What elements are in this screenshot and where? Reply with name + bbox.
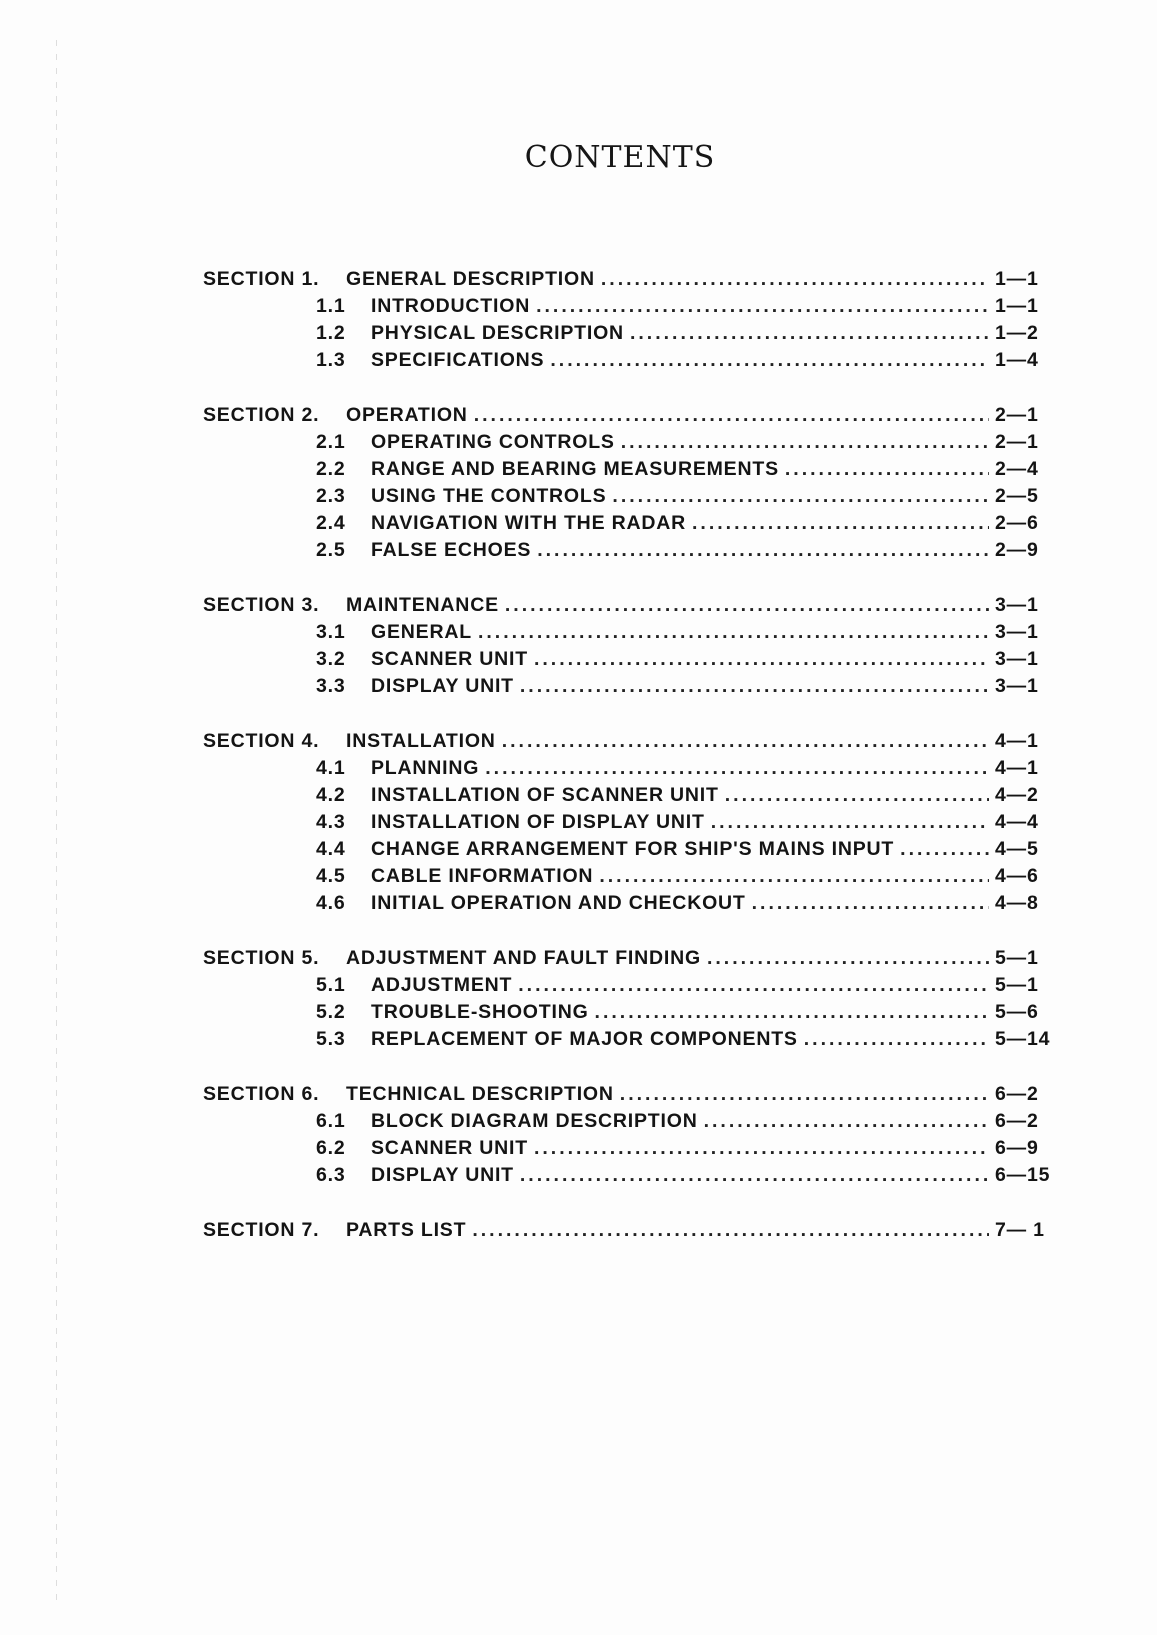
toc-section-entry xyxy=(203,1217,1053,1244)
dot-leader xyxy=(620,1081,989,1108)
toc-subsection-entry xyxy=(203,1026,1053,1053)
toc-subsection-entry xyxy=(203,537,1053,564)
dot-leader xyxy=(711,809,989,836)
dot-leader xyxy=(472,1217,989,1244)
subsection-number: 4.3 xyxy=(316,811,346,833)
dot-leader xyxy=(704,1108,989,1135)
dot-leader xyxy=(537,537,989,564)
subsection-title: TROUBLE-SHOOTING xyxy=(371,1001,589,1023)
section-title: INSTALLATION xyxy=(346,730,496,752)
toc-subsection-entry xyxy=(203,646,1053,673)
toc-section-group xyxy=(203,402,1053,564)
subsection-title: CABLE INFORMATION xyxy=(371,865,594,887)
toc-section-entry xyxy=(203,592,1053,619)
dot-leader xyxy=(707,945,989,972)
subsection-number: 2.3 xyxy=(316,485,346,507)
subsection-number: 6.2 xyxy=(316,1137,346,1159)
toc-subsection-entry xyxy=(203,972,1053,999)
section-title: PARTS LIST xyxy=(346,1219,467,1241)
subsection-title: ADJUSTMENT xyxy=(371,974,513,996)
section-title: OPERATION xyxy=(346,404,468,426)
subsection-title: OPERATING CONTROLS xyxy=(371,431,615,453)
dot-leader xyxy=(725,782,989,809)
section-label: SECTION 3. xyxy=(203,594,320,616)
page-number: 3—1 xyxy=(995,648,1039,670)
page-title: CONTENTS xyxy=(524,140,716,175)
dot-leader xyxy=(550,347,989,374)
dot-leader xyxy=(630,320,989,347)
toc-subsection-entry xyxy=(203,320,1053,347)
page-number: 4—5 xyxy=(995,838,1039,860)
toc-section-group xyxy=(203,728,1053,917)
toc-section-entry xyxy=(203,728,1053,755)
page-number: 3—1 xyxy=(995,594,1039,616)
page-number: 4—8 xyxy=(995,892,1039,914)
dot-leader xyxy=(534,1135,989,1162)
dot-leader xyxy=(534,646,989,673)
subsection-number: 5.2 xyxy=(316,1001,346,1023)
dot-leader xyxy=(502,728,989,755)
toc-subsection-entry xyxy=(203,456,1053,483)
toc-subsection-entry xyxy=(203,510,1053,537)
toc-section-group xyxy=(203,1217,1053,1244)
binding-edge-mark xyxy=(56,40,57,1600)
toc-subsection-entry xyxy=(203,809,1053,836)
subsection-title: USING THE CONTROLS xyxy=(371,485,607,507)
subsection-number: 5.1 xyxy=(316,974,346,996)
toc-section-entry xyxy=(203,1081,1053,1108)
page-number: 4—1 xyxy=(995,730,1039,752)
subsection-title: CHANGE ARRANGEMENT FOR SHIP'S MAINS INPUT xyxy=(371,838,895,860)
page-number: 7— 1 xyxy=(995,1219,1045,1241)
subsection-number: 1.3 xyxy=(316,349,346,371)
subsection-number: 4.1 xyxy=(316,757,346,779)
dot-leader xyxy=(601,266,989,293)
subsection-title: INTRODUCTION xyxy=(371,295,531,317)
subsection-title: FALSE ECHOES xyxy=(371,539,532,561)
page-number: 3—1 xyxy=(995,621,1039,643)
toc-subsection-entry xyxy=(203,1162,1053,1189)
section-title: ADJUSTMENT AND FAULT FINDING xyxy=(346,947,701,969)
dot-leader xyxy=(804,1026,989,1053)
dot-leader xyxy=(520,673,989,700)
subsection-number: 4.4 xyxy=(316,838,346,860)
toc-subsection-entry xyxy=(203,619,1053,646)
page-number: 6—2 xyxy=(995,1083,1039,1105)
subsection-title: INSTALLATION OF SCANNER UNIT xyxy=(371,784,719,806)
section-label: SECTION 6. xyxy=(203,1083,320,1105)
toc-section-entry xyxy=(203,402,1053,429)
page-number: 4—1 xyxy=(995,757,1039,779)
dot-leader xyxy=(478,619,989,646)
subsection-title: REPLACEMENT OF MAJOR COMPONENTS xyxy=(371,1028,798,1050)
page-number: 6—2 xyxy=(995,1110,1039,1132)
page-number: 5—6 xyxy=(995,1001,1039,1023)
page-number: 6—15 xyxy=(995,1164,1051,1186)
subsection-title: SCANNER UNIT xyxy=(371,648,528,670)
subsection-title: INITIAL OPERATION AND CHECKOUT xyxy=(371,892,746,914)
dot-leader xyxy=(900,836,989,863)
toc-subsection-entry xyxy=(203,1135,1053,1162)
toc-subsection-entry xyxy=(203,755,1053,782)
subsection-title: INSTALLATION OF DISPLAY UNIT xyxy=(371,811,705,833)
dot-leader xyxy=(485,755,989,782)
subsection-number: 3.3 xyxy=(316,675,346,697)
toc-subsection-entry xyxy=(203,999,1053,1026)
toc-subsection-entry xyxy=(203,863,1053,890)
dot-leader xyxy=(518,972,989,999)
subsection-title: DISPLAY UNIT xyxy=(371,675,514,697)
subsection-title: BLOCK DIAGRAM DESCRIPTION xyxy=(371,1110,698,1132)
section-label: SECTION 4. xyxy=(203,730,320,752)
page-number: 1—2 xyxy=(995,322,1039,344)
toc-section-entry xyxy=(203,945,1053,972)
subsection-title: SCANNER UNIT xyxy=(371,1137,528,1159)
toc-subsection-entry xyxy=(203,890,1053,917)
page-number: 3—1 xyxy=(995,675,1039,697)
toc-subsection-entry xyxy=(203,347,1053,374)
dot-leader xyxy=(692,510,989,537)
subsection-title: PLANNING xyxy=(371,757,480,779)
page-number: 2—6 xyxy=(995,512,1039,534)
section-title: MAINTENANCE xyxy=(346,594,499,616)
toc-section-group xyxy=(203,592,1053,700)
dot-leader xyxy=(505,592,989,619)
page-number: 1—1 xyxy=(995,268,1039,290)
subsection-number: 3.2 xyxy=(316,648,346,670)
subsection-number: 1.2 xyxy=(316,322,346,344)
dot-leader xyxy=(621,429,989,456)
table-of-contents xyxy=(203,266,1053,1272)
toc-section-group xyxy=(203,945,1053,1053)
toc-subsection-entry xyxy=(203,483,1053,510)
subsection-title: RANGE AND BEARING MEASUREMENTS xyxy=(371,458,779,480)
subsection-number: 2.5 xyxy=(316,539,346,561)
dot-leader xyxy=(536,293,989,320)
toc-subsection-entry xyxy=(203,673,1053,700)
subsection-title: SPECIFICATIONS xyxy=(371,349,545,371)
toc-subsection-entry xyxy=(203,782,1053,809)
section-label: SECTION 7. xyxy=(203,1219,320,1241)
subsection-number: 4.6 xyxy=(316,892,346,914)
page-number: 2—1 xyxy=(995,431,1039,453)
page-number: 2—1 xyxy=(995,404,1039,426)
dot-leader xyxy=(595,999,989,1026)
page-number: 1—4 xyxy=(995,349,1039,371)
page-number: 5—1 xyxy=(995,974,1039,996)
toc-subsection-entry xyxy=(203,836,1053,863)
section-label: SECTION 2. xyxy=(203,404,320,426)
page-number: 5—1 xyxy=(995,947,1039,969)
page-number: 5—14 xyxy=(995,1028,1051,1050)
page-number: 4—6 xyxy=(995,865,1039,887)
subsection-number: 1.1 xyxy=(316,295,346,317)
subsection-title: GENERAL xyxy=(371,621,472,643)
page-number: 2—4 xyxy=(995,458,1039,480)
toc-subsection-entry xyxy=(203,429,1053,456)
subsection-number: 4.5 xyxy=(316,865,346,887)
toc-section-entry xyxy=(203,266,1053,293)
subsection-number: 2.1 xyxy=(316,431,346,453)
section-label: SECTION 5. xyxy=(203,947,320,969)
subsection-title: NAVIGATION WITH THE RADAR xyxy=(371,512,687,534)
dot-leader xyxy=(520,1162,989,1189)
subsection-number: 2.4 xyxy=(316,512,346,534)
subsection-title: DISPLAY UNIT xyxy=(371,1164,514,1186)
subsection-number: 6.1 xyxy=(316,1110,346,1132)
dot-leader xyxy=(612,483,989,510)
toc-section-group xyxy=(203,1081,1053,1189)
dot-leader xyxy=(752,890,989,917)
toc-subsection-entry xyxy=(203,1108,1053,1135)
page-number: 2—9 xyxy=(995,539,1039,561)
page-number: 6—9 xyxy=(995,1137,1039,1159)
dot-leader xyxy=(785,456,989,483)
section-title: GENERAL DESCRIPTION xyxy=(346,268,595,290)
section-label: SECTION 1. xyxy=(203,268,320,290)
toc-subsection-entry xyxy=(203,293,1053,320)
subsection-title: PHYSICAL DESCRIPTION xyxy=(371,322,624,344)
section-title: TECHNICAL DESCRIPTION xyxy=(346,1083,614,1105)
toc-section-group xyxy=(203,266,1053,374)
subsection-number: 2.2 xyxy=(316,458,346,480)
subsection-number: 4.2 xyxy=(316,784,346,806)
subsection-number: 6.3 xyxy=(316,1164,346,1186)
page-number: 1—1 xyxy=(995,295,1039,317)
subsection-number: 5.3 xyxy=(316,1028,346,1050)
dot-leader xyxy=(474,402,989,429)
page-number: 4—2 xyxy=(995,784,1039,806)
page-number: 2—5 xyxy=(995,485,1039,507)
subsection-number: 3.1 xyxy=(316,621,346,643)
page-number: 4—4 xyxy=(995,811,1039,833)
dot-leader xyxy=(599,863,989,890)
